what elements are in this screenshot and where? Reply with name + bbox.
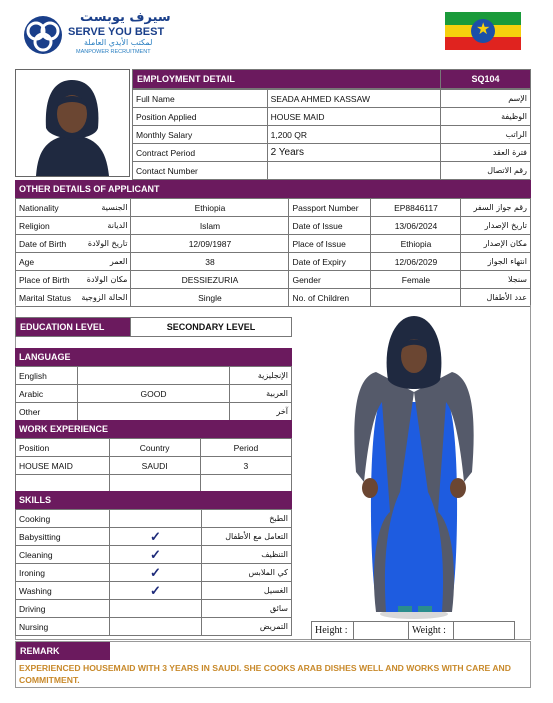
other-details-row (16, 199, 531, 217)
detail-value: Single (131, 289, 289, 307)
other-details-row (16, 235, 531, 253)
skill-check-icon: ✓ (110, 528, 202, 546)
skill-row (16, 618, 292, 636)
work-period: 3 (200, 457, 291, 475)
employment-row (133, 90, 531, 108)
other-details-title: OTHER DETAILS OF APPLICANT (15, 180, 531, 198)
skill-name: Washing (16, 582, 110, 600)
detail-label-ar: انتهاء الجواز (461, 253, 531, 271)
other-details-row (16, 253, 531, 271)
employment-value: 2 Years (267, 144, 441, 162)
detail-label-ar: رقم جواز السفر (461, 199, 531, 217)
employment-value: SEADA AHMED KASSAW (267, 90, 441, 108)
skill-name-ar: التمريض (202, 618, 292, 636)
work-column-header: Position (16, 439, 110, 457)
skill-name-ar: كي الملابس (202, 564, 292, 582)
work-experience-title: WORK EXPERIENCE (15, 420, 292, 438)
employment-label-ar: الإسم (441, 90, 531, 108)
detail-value: 13/06/2024 (371, 217, 461, 235)
skill-check-icon: ✓ (110, 564, 202, 582)
skill-check-icon (110, 618, 202, 636)
employment-row (133, 126, 531, 144)
work-experience-table (15, 438, 292, 493)
work-row (16, 475, 292, 493)
employment-label: Contract Period (133, 144, 268, 162)
other-details-table (15, 198, 531, 307)
language-name-ar: الإنجليزية (230, 367, 292, 385)
detail-value: EP8846117 (371, 199, 461, 217)
work-header-row (16, 439, 292, 457)
remark-text: EXPERIENCED HOUSEMAID WITH 3 YEARS IN SAUDI. SHE COOKS ARAB DISHES WELL AND WORKS WITH CARE AND COMMITMENT. (19, 663, 511, 685)
height-label: Height : (312, 622, 354, 640)
language-row (16, 385, 292, 403)
education-label: EDUCATION LEVEL (16, 318, 131, 337)
detail-value: DESSIEZURIA (131, 271, 289, 289)
skill-check-icon (110, 510, 202, 528)
other-details-section (15, 180, 531, 307)
skill-check-icon: ✓ (110, 546, 202, 564)
work-row (16, 457, 292, 475)
skill-row (16, 528, 292, 546)
employment-label: Full Name (133, 90, 268, 108)
detail-value: Islam (131, 217, 289, 235)
skill-name-ar: التعامل مع الأطفال (202, 528, 292, 546)
detail-label: Place of Issue (289, 235, 371, 253)
other-details-row (16, 271, 531, 289)
skill-check-icon (110, 600, 202, 618)
language-name-ar: العربية (230, 385, 292, 403)
skill-name-ar: سائق (202, 600, 292, 618)
detail-label-ar: تاريخ الإصدار (461, 217, 531, 235)
employment-value (267, 162, 441, 180)
logo-arabic: سيرف يوبست (80, 10, 171, 25)
detail-label: Date of Birth (16, 235, 74, 253)
employment-label: Monthly Salary (133, 126, 268, 144)
employment-label-ar: الراتب (441, 126, 531, 144)
skill-name: Ironing (16, 564, 110, 582)
star-icon: ★ (476, 21, 491, 38)
employment-row (133, 144, 531, 162)
detail-value: Female (371, 271, 461, 289)
skills-title: SKILLS (15, 491, 292, 509)
work-country (109, 475, 200, 493)
weight-label: Weight : (409, 622, 454, 640)
detail-label-ar: العمر (74, 253, 131, 271)
detail-label-ar: سنجلا (461, 271, 531, 289)
detail-label-ar: مكان الإصدار (461, 235, 531, 253)
applicant-full-photo (308, 312, 520, 620)
work-period (200, 475, 291, 493)
employment-label: Position Applied (133, 108, 268, 126)
skill-name: Cleaning (16, 546, 110, 564)
skill-name-ar: التنظيف (202, 546, 292, 564)
company-logo (20, 12, 180, 58)
employment-row (133, 162, 531, 180)
applicant-portrait (15, 69, 130, 177)
detail-label-ar: الديانة (74, 217, 131, 235)
employment-detail-section (132, 69, 531, 180)
measurements-row (311, 621, 515, 640)
detail-value: 38 (131, 253, 289, 271)
detail-label: Marital Status (16, 289, 74, 307)
detail-label: Nationality (16, 199, 74, 217)
remark-title: REMARK (16, 642, 110, 660)
employment-label-ar: فترة العقد (441, 144, 531, 162)
skill-check-icon: ✓ (110, 582, 202, 600)
language-row (16, 367, 292, 385)
employment-label-ar: رقم الاتصال (441, 162, 531, 180)
detail-label: Religion (16, 217, 74, 235)
skill-name: Nursing (16, 618, 110, 636)
detail-label: Age (16, 253, 74, 271)
employment-detail-title: EMPLOYMENT DETAIL (133, 70, 441, 89)
language-row (16, 403, 292, 421)
skills-section (15, 491, 292, 636)
language-name: English (16, 367, 78, 385)
remark-section (15, 641, 531, 688)
employment-label: Contact Number (133, 162, 268, 180)
language-title: LANGUAGE (15, 348, 292, 366)
logo-arabic-sub: لمكتب الأيدي العاملة (84, 38, 153, 47)
language-name: Other (16, 403, 78, 421)
language-level: GOOD (78, 385, 230, 403)
work-country: SAUDI (109, 457, 200, 475)
weight-value (454, 622, 515, 640)
detail-value: Ethiopia (131, 199, 289, 217)
detail-label: Gender (289, 271, 371, 289)
work-experience-section (15, 420, 292, 493)
skills-table (15, 509, 292, 636)
reference-code: SQ104 (441, 70, 531, 89)
work-column-header: Country (109, 439, 200, 457)
employment-value: 1,200 QR (267, 126, 441, 144)
language-level (78, 367, 230, 385)
detail-value: Ethiopia (371, 235, 461, 253)
detail-label-ar: عدد الأطفال (461, 289, 531, 307)
employment-row (133, 108, 531, 126)
work-position (16, 475, 110, 493)
education-row (15, 317, 292, 337)
skill-row (16, 600, 292, 618)
employment-label-ar: الوظيفة (441, 108, 531, 126)
work-position: HOUSE MAID (16, 457, 110, 475)
logo-name: SERVE YOU BEST (68, 26, 165, 38)
employment-value: HOUSE MAID (267, 108, 441, 126)
height-value (354, 622, 409, 640)
skill-name-ar: الطبخ (202, 510, 292, 528)
education-value: SECONDARY LEVEL (131, 318, 292, 337)
language-section (15, 348, 292, 421)
skill-row (16, 582, 292, 600)
skill-name-ar: الغسيل (202, 582, 292, 600)
other-details-row (16, 217, 531, 235)
detail-label-ar: تاريخ الولادة (74, 235, 131, 253)
language-table (15, 366, 292, 421)
skill-name: Cooking (16, 510, 110, 528)
detail-label-ar: الحالة الزوجية (74, 289, 131, 307)
logo-sub: MANPOWER RECRUITMENT (76, 49, 151, 55)
detail-label: Date of Expiry (289, 253, 371, 271)
logo-emblem-icon (20, 14, 66, 56)
skill-name: Babysitting (16, 528, 110, 546)
detail-label: Date of Issue (289, 217, 371, 235)
work-column-header: Period (200, 439, 291, 457)
skill-row (16, 510, 292, 528)
skill-row (16, 546, 292, 564)
skill-name: Driving (16, 600, 110, 618)
language-name: Arabic (16, 385, 78, 403)
detail-label-ar: الجنسية (74, 199, 131, 217)
detail-value: 12/09/1987 (131, 235, 289, 253)
employment-table (132, 89, 531, 180)
detail-label: Passport Number (289, 199, 371, 217)
detail-label: No. of Children (289, 289, 371, 307)
detail-value (371, 289, 461, 307)
language-level (78, 403, 230, 421)
skill-row (16, 564, 292, 582)
ethiopia-flag (445, 12, 521, 50)
detail-value: 12/06/2029 (371, 253, 461, 271)
detail-label: Place of Birth (16, 271, 74, 289)
other-details-row (16, 289, 531, 307)
detail-label-ar: مكان الولادة (74, 271, 131, 289)
language-name-ar: آخر (230, 403, 292, 421)
